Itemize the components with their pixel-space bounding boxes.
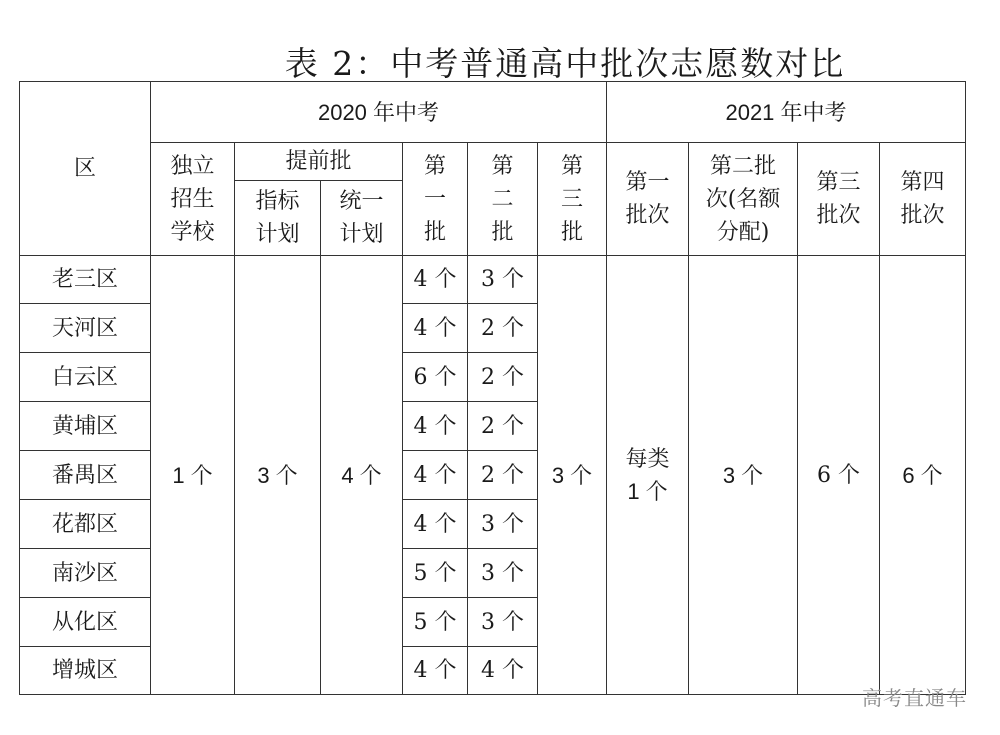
value-line: 1 个 xyxy=(627,479,668,504)
district-cell: 黄埔区 xyxy=(20,402,151,451)
batch2-2021-value: 3 个 xyxy=(689,256,798,695)
header-line: 计划 xyxy=(255,222,300,247)
batch1-cell: 4 个 xyxy=(403,451,468,500)
col-quota-plan xyxy=(235,181,321,256)
district-cell: 天河区 xyxy=(20,304,151,353)
header-line: 批次 xyxy=(625,203,670,228)
quota-plan-value: 3 个 xyxy=(235,256,321,695)
col-2020-batch1 xyxy=(403,143,468,256)
year-2020-header: 2020 年中考 xyxy=(151,82,607,143)
header-line: 第 xyxy=(560,153,583,179)
header-line: 批 xyxy=(491,219,514,245)
independent-value: 1 个 xyxy=(151,256,235,695)
batch3-2020-value: 3 个 xyxy=(538,256,607,695)
header-line: 批 xyxy=(560,219,583,245)
district-cell: 番禺区 xyxy=(20,451,151,500)
header-line: 独立 xyxy=(170,153,215,179)
col-2021-batch4 xyxy=(880,143,966,256)
batch2-cell: 2 个 xyxy=(468,402,538,451)
batch1-cell: 5 个 xyxy=(403,549,468,598)
year-2021-header: 2021 年中考 xyxy=(607,82,966,143)
header-line: 指标 xyxy=(255,189,300,214)
batch2-cell: 2 个 xyxy=(468,353,538,402)
header-line: 批 xyxy=(423,219,446,245)
batch2-cell: 3 个 xyxy=(468,256,538,304)
header-line: 统一 xyxy=(339,189,384,214)
district-cell: 白云区 xyxy=(20,353,151,402)
col-2021-batch1 xyxy=(607,143,689,256)
header-line: 第一 xyxy=(625,170,670,195)
batch2-cell: 4 个 xyxy=(468,647,538,695)
batch2-cell: 3 个 xyxy=(468,598,538,647)
header-line: 批次 xyxy=(816,203,861,228)
header-line: 第二批 xyxy=(709,153,776,179)
district-cell: 增城区 xyxy=(20,647,151,695)
header-line: 分配) xyxy=(716,219,770,245)
batch2-cell: 2 个 xyxy=(468,451,538,500)
unified-plan-value: 4 个 xyxy=(321,256,403,695)
col-2021-batch2 xyxy=(689,143,798,256)
header-line: 第四 xyxy=(900,170,945,195)
header-line: 招生 xyxy=(170,186,215,212)
table-title: 表 2：中考普通高中批次志愿数对比 xyxy=(284,44,846,83)
value-line: 每类 xyxy=(625,446,670,471)
header-line: 第三 xyxy=(816,170,861,195)
district-cell: 从化区 xyxy=(20,598,151,647)
batch1-cell: 5 个 xyxy=(403,598,468,647)
district-header: 区 xyxy=(20,82,151,256)
batch3-2021-value: 6 个 xyxy=(798,256,880,695)
col-early-batch: 提前批 xyxy=(235,143,403,181)
col-2021-batch3 xyxy=(798,143,880,256)
batch1-cell: 4 个 xyxy=(403,402,468,451)
batch2-cell: 3 个 xyxy=(468,500,538,549)
table-row xyxy=(20,256,966,304)
comparison-table xyxy=(19,81,966,695)
batch4-2021-value: 6 个 xyxy=(880,256,966,695)
header-line: 次(名额 xyxy=(705,186,781,212)
batch1-cell: 4 个 xyxy=(403,304,468,353)
batch2-cell: 3 个 xyxy=(468,549,538,598)
header-line: 批次 xyxy=(900,203,945,228)
batch2-cell: 2 个 xyxy=(468,304,538,353)
watermark: 高考直通车 xyxy=(862,686,967,710)
header-line: 学校 xyxy=(170,219,215,245)
batch1-cell: 4 个 xyxy=(403,500,468,549)
batch1-cell: 6 个 xyxy=(403,353,468,402)
header-line: 二 xyxy=(491,186,514,212)
district-cell: 老三区 xyxy=(20,256,151,304)
header-line: 计划 xyxy=(339,222,384,247)
batch1-2021-value xyxy=(607,256,689,695)
batch1-cell: 4 个 xyxy=(403,647,468,695)
header-line: 第 xyxy=(423,153,446,179)
header-line: 三 xyxy=(560,186,583,212)
col-unified-plan xyxy=(321,181,403,256)
district-cell: 花都区 xyxy=(20,500,151,549)
col-2020-batch3 xyxy=(538,143,607,256)
header-line: 第 xyxy=(491,153,514,179)
col-independent-school xyxy=(151,143,235,256)
district-cell: 南沙区 xyxy=(20,549,151,598)
batch1-cell: 4 个 xyxy=(403,256,468,304)
header-line: 一 xyxy=(423,186,446,212)
col-2020-batch2 xyxy=(468,143,538,256)
